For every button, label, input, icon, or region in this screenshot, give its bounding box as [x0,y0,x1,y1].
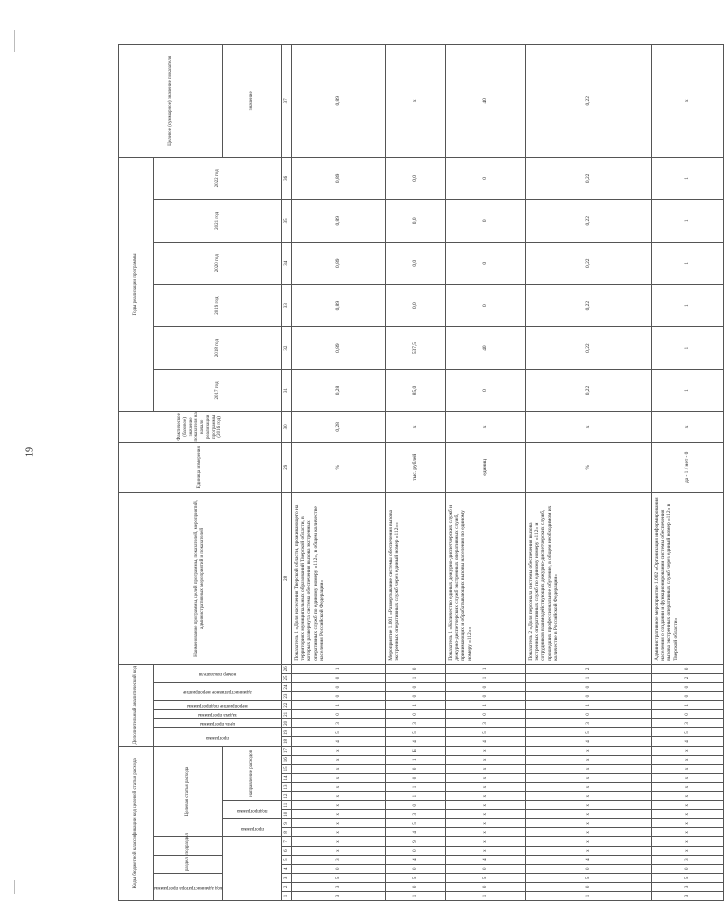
code-cell: x [652,782,724,791]
code-cell: 4 [386,828,446,837]
code-cell: 0 [386,846,446,855]
code-cell: 0 [652,683,724,692]
code-cell: 0 [386,683,446,692]
code-cell: 1 [386,755,446,764]
code-cell: 4 [386,855,446,864]
table-row [292,45,386,901]
code-cell: 0 [446,692,526,701]
code-cell: x [446,782,526,791]
code-cell: x [292,846,386,855]
year-value-cell: 0,0 [386,157,446,199]
code-cell: x [292,792,386,801]
year-value-cell: 0 [446,157,526,199]
code-cell: 9 [386,837,446,846]
code-cell: 0 [386,764,446,773]
code-cell: 1 [386,792,446,801]
target-value-cell: 40 [446,45,526,158]
code-cell: x [652,846,724,855]
code-cell: x [652,837,724,846]
code-cell: x [652,810,724,819]
code-cell: 1 [446,664,526,673]
header-subsection: подраздел [154,837,223,855]
year-value-cell: 537,5 [386,327,446,369]
table-row [386,45,446,901]
year-value-cell: 0 [446,200,526,242]
code-cell: x [446,746,526,755]
margin-mark-top [14,30,15,52]
target-value-cell: x [652,45,724,158]
code-cell: x [446,828,526,837]
header-program-code: код администратора программы [154,873,223,900]
code-cell: 1 [292,701,386,710]
year-value-cell: 1 [652,327,724,369]
code-cell: x [526,846,652,855]
code-cell: x [446,801,526,810]
unit-cell: % [526,442,652,493]
code-cell: x [292,755,386,764]
code-cell: x [292,764,386,773]
code-cell: 0 [526,864,652,873]
code-cell: x [652,746,724,755]
code-cell: 0 [446,683,526,692]
year-value-cell: 0 [446,284,526,326]
code-cell: x [652,755,724,764]
code-cell: x [292,828,386,837]
base-value-cell: x [446,412,526,442]
code-cell: 0 [526,683,652,692]
header-year-2021: 2021 год [154,200,282,242]
code-cell: 5 [652,873,724,882]
code-cell: 1 [292,664,386,673]
code-cell: x [526,755,652,764]
header-blank-sub [223,837,282,901]
code-cell: x [652,801,724,810]
code-cell: 4 [446,855,526,864]
code-cell: 3 [386,719,446,728]
year-value-cell: 0,89 [292,200,386,242]
code-cell: 0 [386,692,446,701]
code-cell: x [292,837,386,846]
code-cell: 0 [292,683,386,692]
code-cell: 3 [652,891,724,900]
code-cell: 1 [386,782,446,791]
header-year-2018: 2018 год [154,327,282,369]
year-value-cell: 0,89 [292,284,386,326]
code-cell: 0 [526,710,652,719]
code-cell: x [526,810,652,819]
code-cell: x [526,792,652,801]
code-cell: 3 [292,719,386,728]
unit-cell: тыс. рублей [386,442,446,493]
year-value-cell: 0,22 [526,327,652,369]
code-cell: 0 [652,710,724,719]
code-cell: 1 [526,891,652,900]
code-cell: 1 [446,891,526,900]
code-cell: 3 [386,810,446,819]
base-value-cell: x [526,412,652,442]
header-base: Фактическое (базовое) значение показателя на начало реализации программы (2016 год) [119,412,282,442]
header-year-2017: 2017 год [154,369,282,411]
code-cell: 3 [446,719,526,728]
code-cell: 0 [292,710,386,719]
margin-mark-bottom [14,880,15,894]
code-cell: 1 [526,701,652,710]
code-cell: 5 [652,728,724,737]
code-cell: 3 [292,855,386,864]
header-target-value: значение [223,45,282,158]
year-value-cell: 0,0 [386,242,446,284]
year-value-cell: 1 [652,284,724,326]
code-cell: 0 [652,864,724,873]
code-cell: x [292,782,386,791]
code-cell: 5 [292,728,386,737]
code-cell: 0 [446,864,526,873]
code-cell: x [292,801,386,810]
code-cell: 1 [446,701,526,710]
code-cell: 1 [386,673,446,682]
header-year-2020: 2020 год [154,242,282,284]
code-cell: 0 [386,773,446,782]
year-value-cell: 0 [446,369,526,411]
code-cell: x [526,746,652,755]
code-cell: 5 [386,728,446,737]
header-extra-program: программа [154,728,282,746]
code-cell: x [292,746,386,755]
code-cell: 0 [526,692,652,701]
code-cell: 5 [386,819,446,828]
code-cell: 0 [386,864,446,873]
year-value-cell: 0,89 [292,327,386,369]
code-cell: x [292,819,386,828]
code-cell: 3 [652,882,724,891]
year-value-cell: 0,22 [526,284,652,326]
code-cell: x [446,819,526,828]
year-value-cell: 0 [446,242,526,284]
header-extra-event: мероприятие подпрограммы [154,701,282,710]
header-extra-indicator: номер показателя [154,664,282,682]
year-value-cell: 0,0 [386,200,446,242]
header-name: Наименование программы, целей программы, показателей, мероприятий, административных мероприятий и показателей [119,493,282,665]
year-value-cell: 1 [652,200,724,242]
code-cell: x [526,837,652,846]
code-cell: 3 [292,891,386,900]
code-cell: 5 [446,873,526,882]
table-body [292,45,724,901]
code-cell: 4 [386,737,446,746]
year-value-cell: 0,22 [526,369,652,411]
unit-cell: да - 1 / нет - 0 [652,442,724,493]
code-cell: 4 [652,737,724,746]
code-cell: 4 [526,737,652,746]
code-cell: x [446,764,526,773]
code-cell: x [526,773,652,782]
year-value-cell: 40 [446,327,526,369]
code-cell: Б [386,746,446,755]
code-cell: 1 [386,891,446,900]
code-cell: x [652,819,724,828]
code-cell: x [446,773,526,782]
code-cell: 0 [292,692,386,701]
table-row [446,45,526,901]
code-cell: x [652,828,724,837]
header-subprogram: подпрограмма [223,801,282,819]
code-cell: x [446,792,526,801]
rotated-table-wrapper [118,44,691,901]
unit-cell: % [292,442,386,493]
code-cell: 0 [386,664,446,673]
code-cell: 4 [446,737,526,746]
target-value-cell: 0,22 [526,45,652,158]
target-value-cell: x [386,45,446,158]
code-cell: x [292,773,386,782]
code-cell: 0 [652,664,724,673]
code-cell: 0 [386,882,446,891]
code-cell: 5 [526,873,652,882]
unit-cell: единиц [446,442,526,493]
page-number: 19 [24,447,36,457]
header-direction: направление расходов [223,746,282,801]
code-cell: 0 [292,673,386,682]
code-cell: x [446,837,526,846]
code-cell: 0 [386,801,446,810]
code-cell: 5 [292,873,386,882]
year-value-cell: 1 [652,157,724,199]
year-value-cell: 1 [652,369,724,411]
header-unit: Единица измерения [119,442,282,493]
code-cell: 1 [526,673,652,682]
code-cell: 0 [446,710,526,719]
code-cell: x [446,810,526,819]
code-cell: 3 [652,855,724,864]
code-cell: x [652,773,724,782]
code-cell: 0 [526,882,652,891]
header-section: раздел [154,855,223,873]
header-extra-task: задача программы [154,710,282,719]
year-value-cell: 85,0 [386,369,446,411]
code-cell: x [526,828,652,837]
code-cell: x [292,810,386,819]
code-cell: 1 [446,673,526,682]
base-value-cell: 0,28 [292,412,386,442]
year-value-cell: 0,22 [526,157,652,199]
code-cell: 5 [446,728,526,737]
header-extra-admin: административное мероприятие [154,683,282,701]
code-cell: x [446,846,526,855]
table-row [526,45,652,901]
year-value-cell: 0,89 [292,157,386,199]
code-cell: x [526,819,652,828]
code-cell: 5 [526,728,652,737]
year-value-cell: 0,22 [526,242,652,284]
header-year-2019: 2019 год [154,284,282,326]
header-years: Годы реализации программы [119,157,154,412]
code-cell: 3 [652,719,724,728]
code-cell: x [526,764,652,773]
code-cell: 3 [526,719,652,728]
header-extra-code: Дополнительный аналитический код [119,664,154,746]
code-cell: 1 [652,701,724,710]
code-cell: 0 [386,710,446,719]
target-value-cell: 0,89 [292,45,386,158]
code-cell: 2 [652,673,724,682]
code-cell: 2 [526,664,652,673]
year-value-cell: 0,22 [526,200,652,242]
code-cell: x [652,792,724,801]
year-value-cell: 0,0 [386,284,446,326]
year-value-cell: 1 [652,242,724,284]
code-cell: x [526,782,652,791]
code-cell: 4 [292,737,386,746]
header-year-2022: 2022 год [154,157,282,199]
year-value-cell: 0,89 [292,242,386,284]
base-value-cell: x [652,412,724,442]
row-name-cell: Показатель 1 «Количество единых дежурно-диспетчерских служб и дежурно-диспетчерских служб экстренных оперативных служб, принимающих и обрабатывающих вызовы населения по единому номеру «112»» [446,493,526,665]
row-name-cell: Показатель 2 «Доля персонала системы обеспечения вызова экстренных оперативных служб по единому номеру «112» и сотрудников взаимодействующих дежурно-диспетчерских служб, прошедших профессиональное обучение, в общем необходимом их количестве в Российской Федерации» [526,493,652,665]
code-cell: x [446,755,526,764]
header-target: Целевое (суммарное) значение показателя [119,45,223,158]
code-cell: 4 [526,855,652,864]
base-value-cell: x [386,412,446,442]
table-header [119,45,292,901]
code-cell: 3 [292,882,386,891]
code-cell: x [526,801,652,810]
code-cell: 0 [292,864,386,873]
column-number-row: 1 2 3 4 5 6 7 8 9 10 11 12 13 14 15 16 17 18 19 20 21 22 23 24 25 26 28 29 30 31 32 33 34 35 36 37 [282,45,292,901]
year-value-cell: 0,28 [292,369,386,411]
code-cell: 5 [386,873,446,882]
program-table [118,44,724,901]
code-cell: x [652,764,724,773]
table-row [652,45,724,901]
code-cell: 1 [386,701,446,710]
code-cell: 0 [446,882,526,891]
header-codes: Коды бюджетной классификации код целевой статьи расхода [119,746,154,900]
row-name-cell: Мероприятие 1.001 «Развертывание системы обеспечения вызова экстренных оперативных служб через единый номер «112»» [386,493,446,665]
header-extra-goal: цель программы [154,719,282,728]
header-target-article: Целевая статья расхода [154,746,223,837]
code-cell: 0 [652,692,724,701]
header-program: программа [223,819,282,837]
row-name-cell: Показатель 1 «Доля населения Тверской области, проживающего на территориях муниципальных образований Тверской области, в которых развернута система обеспечения вызова экстренных оперативных служб по единому номеру «112», в общем количестве населения Российской Федерации» [292,493,386,665]
row-name-cell: Административное мероприятие 1.002 «Организация информирования населения о создании и функционировании системы обеспечения вызова экстренных оперативных служб через единый номер «112» в Тверской области» [652,493,724,665]
table-stage [118,44,691,901]
